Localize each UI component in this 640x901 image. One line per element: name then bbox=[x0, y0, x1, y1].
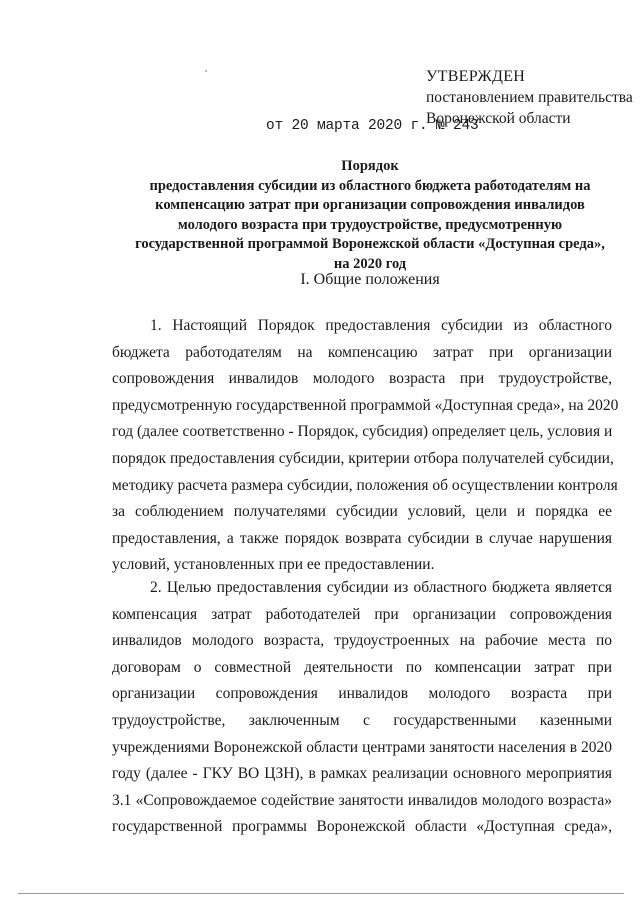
paragraph-line: за соблюдением получателями субсидии условий, цели и порядка ее bbox=[112, 503, 612, 521]
paragraph-line: сопровождения инвалидов молодого возраста при трудоустройстве, bbox=[112, 370, 612, 388]
decree-date: от 20 марта 2020 г. № 243 bbox=[266, 118, 479, 134]
paragraph-line: учреждениями Воронежской области центрами занятости населения в 2020 bbox=[112, 738, 612, 756]
title-line: молодого возраста при трудоустройстве, предусмотренную bbox=[177, 216, 563, 233]
approval-line: постановлением правительства bbox=[426, 89, 633, 106]
paragraph-line: компенсация затрат работодателей при организации сопровождения bbox=[112, 605, 612, 623]
paragraph-line: предоставления, а также порядок возврата субсидии в случае нарушения bbox=[112, 529, 612, 547]
title-line: на 2020 год bbox=[333, 255, 407, 272]
paragraph-line: году (далее - ГКУ ВО ЦЗН), в рамках реализации основного мероприятия bbox=[112, 765, 612, 783]
title-line: государственной программой Воронежской области «Доступная среда», bbox=[135, 236, 605, 253]
paragraph-line: организации сопровождения инвалидов молодого возраста при bbox=[112, 685, 612, 703]
paragraph-line: договорам о совместной деятельности по компенсации затрат при bbox=[112, 658, 612, 676]
paragraph-line: бюджета работодателям на компенсацию затрат при организации bbox=[112, 343, 612, 361]
paragraph-line: методику расчета размера субсидии, положения об осуществлении контроля bbox=[112, 476, 618, 494]
paragraph-line: 2. Целью предоставления субсидии из областного бюджета является bbox=[150, 579, 612, 596]
paragraph-line: инвалидов молодого возраста, трудоустроенных на рабочие места по bbox=[112, 632, 612, 650]
paragraph-line: предусмотренную государственной программой «Доступная среда», на 2020 bbox=[112, 396, 619, 414]
page-bottom-rule bbox=[18, 893, 624, 894]
paragraph-line: государственной программы Воронежской области «Доступная среда», bbox=[112, 818, 612, 836]
paragraph-line: 1. Настоящий Порядок предоставления субсидии из областного bbox=[150, 317, 612, 334]
scan-speck bbox=[205, 70, 207, 72]
paragraph-line: условий, установленных при ее предоставлении. bbox=[112, 556, 435, 574]
paragraph-1 bbox=[112, 313, 619, 579]
paragraph-line: год (далее соответственно - Порядок, субсидия) определяет цель, условия и bbox=[112, 423, 613, 441]
title-line: компенсацию затрат при организации сопровождения инвалидов bbox=[155, 197, 585, 214]
paragraph-2 bbox=[112, 575, 612, 841]
section-heading: I. Общие положения bbox=[300, 271, 440, 288]
paragraph-line: трудоустройстве, заключенным с государственными казенными bbox=[112, 711, 612, 729]
paragraph-line: порядок предоставления субсидии, критерии отбора получателей субсидии, bbox=[112, 449, 614, 467]
title-line: Порядок bbox=[341, 158, 399, 174]
paragraph-line: 3.1 «Сопровождаемое содействие занятости инвалидов молодого возраста» bbox=[112, 791, 612, 809]
document-title bbox=[98, 157, 640, 275]
approval-heading: УТВЕРЖДЕН bbox=[426, 68, 526, 85]
approval-line: Воронежской области bbox=[426, 110, 571, 127]
title-line: предоставления субсидии из областного бюджета работодателям на bbox=[149, 177, 591, 194]
